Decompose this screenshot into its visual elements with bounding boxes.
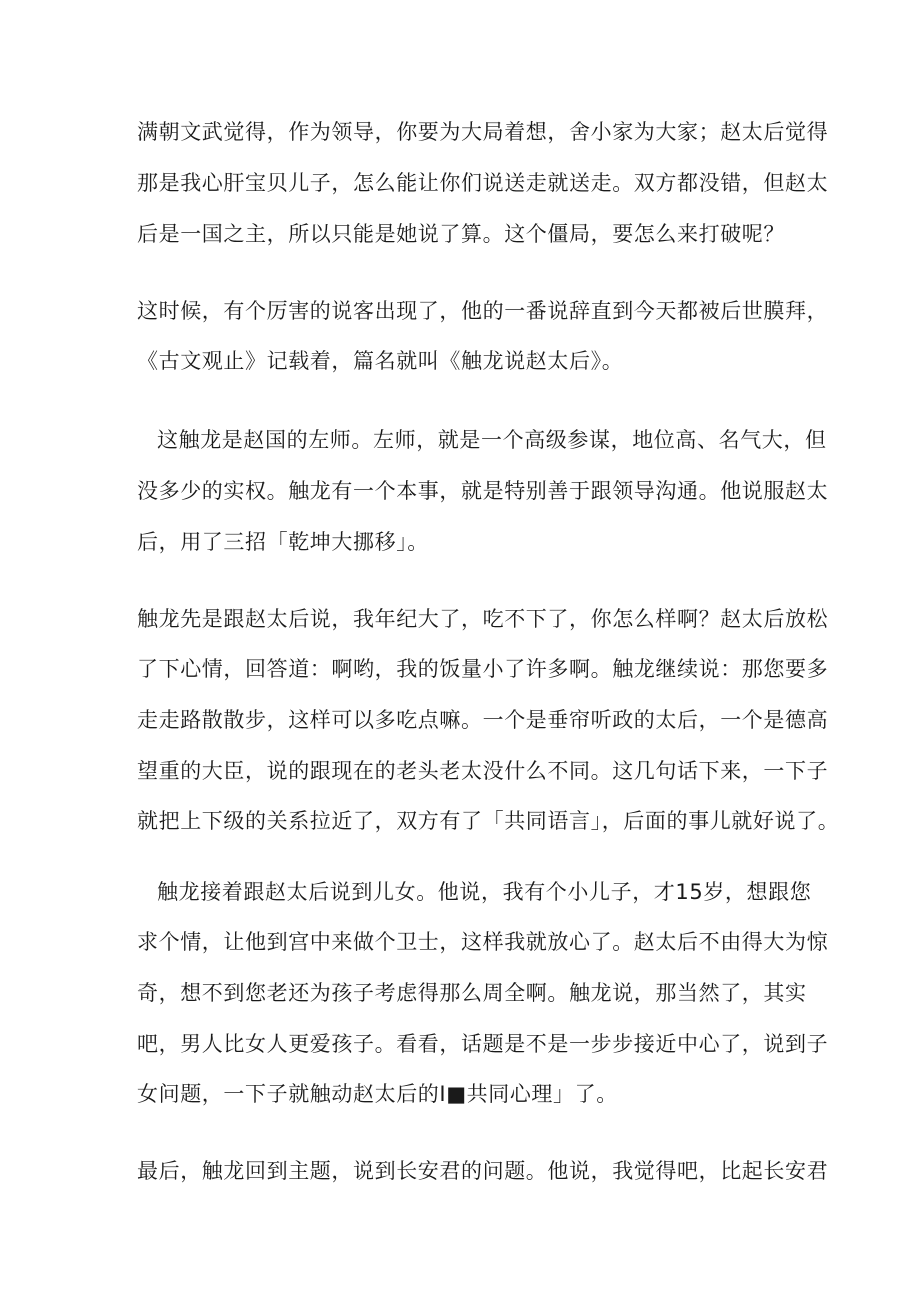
paragraph-5-line-5: 女问题，一下子就触动赵太后的I■共同心理」了。 bbox=[137, 1082, 618, 1106]
paragraph-5-line-4: 吧，男人比女人更爱孩子。看看，话题是不是一步步接近中心了，说到子 bbox=[137, 1032, 829, 1056]
paragraph-4-line-2: 了下心情，回答道：啊哟，我的饭量小了许多啊。触龙继续说：那您要多 bbox=[137, 657, 829, 681]
paragraph-4-line-3: 走走路散散步，这样可以多吃点嘛。一个是垂帘听政的太后，一个是德高 bbox=[137, 708, 829, 732]
paragraph-5-line-2: 求个情，让他到宫中来做个卫士，这样我就放心了。赵太后不由得大为惊 bbox=[137, 930, 829, 954]
paragraph-1-line-2: 那是我心肝宝贝儿子，怎么能让你们说送走就送走。双方都没错，但赵太 bbox=[137, 171, 829, 195]
paragraph-4-line-1: 触龙先是跟赵太后说，我年纪大了，吃不下了，你怎么样啊？赵太后放松 bbox=[137, 607, 829, 631]
paragraph-1-line-3: 后是一国之主，所以只能是她说了算。这个僵局，要怎么来打破呢？ bbox=[137, 222, 785, 246]
paragraph-4-line-5: 就把上下级的关系拉近了，双方有了「共同语言」，后面的事儿就好说了。 bbox=[137, 809, 840, 833]
paragraph-5-line-3: 奇，想不到您老还为孩子考虑得那么周全啊。触龙说，那当然了，其实 bbox=[137, 981, 807, 1005]
paragraph-3-line-3: 后，用了三招「乾坤大挪移」。 bbox=[137, 530, 429, 554]
paragraph-2-line-1: 这时候，有个厉害的说客出现了，他的一番说辞直到今天都被后世膜拜， bbox=[137, 299, 829, 323]
paragraph-3-line-2: 没多少的实权。触龙有一个本事，就是特别善于跟领导沟通。他说服赵太 bbox=[137, 479, 829, 503]
paragraph-5-line-1: 触龙接着跟赵太后说到儿女。他说，我有个小儿子，才15岁，想跟您 bbox=[157, 880, 812, 904]
paragraph-3-line-1: 这触龙是赵国的左师。左师，就是一个高级参谋，地位高、名气大，但 bbox=[157, 428, 827, 452]
paragraph-6-line-1: 最后，触龙回到主题，说到长安君的问题。他说，我觉得吧，比起长安君 bbox=[137, 1159, 829, 1183]
paragraph-2-line-2: 《古文观止》记载着，篇名就叫《触龙说赵太后》。 bbox=[137, 349, 624, 373]
paragraph-1-line-1: 满朝文武觉得，作为领导，你要为大局着想，舍小家为大家；赵太后觉得 bbox=[137, 120, 829, 144]
paragraph-4-line-4: 望重的大臣，说的跟现在的老头老太没什么不同。这几句话下来，一下子 bbox=[137, 759, 829, 783]
